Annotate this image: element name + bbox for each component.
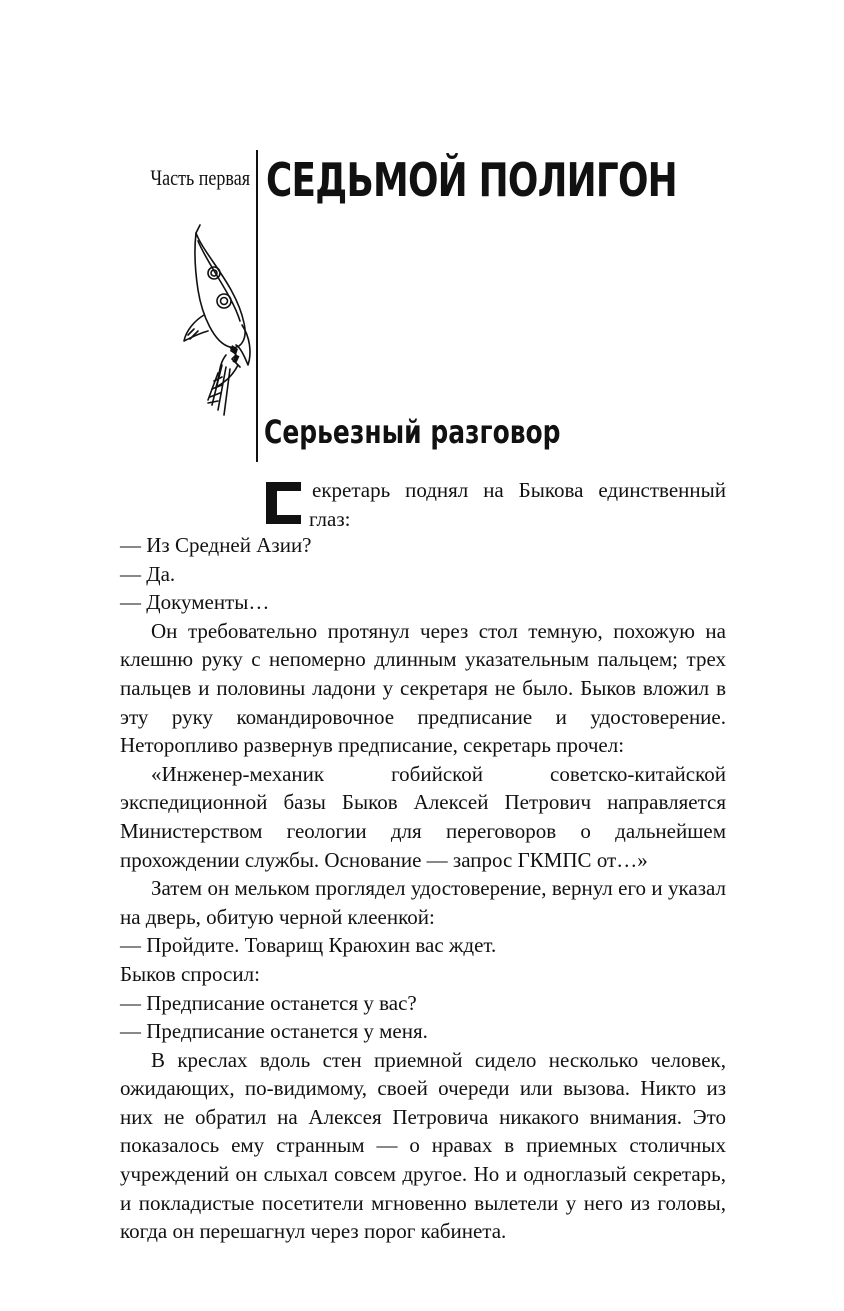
- dialogue-line: — Из Средней Азии?: [120, 533, 312, 557]
- chapter-title: Серьезный разговор: [264, 413, 561, 451]
- first-line: екретарь поднял на Быкова единственный: [312, 478, 726, 502]
- paragraph: Затем он мельком проглядел удостоверение, вернул его и указал на дверь, обитую черной клеенкой:: [120, 876, 726, 929]
- dialogue-line: — Документы…: [120, 590, 270, 615]
- part-label: Часть первая: [150, 165, 250, 190]
- part-title: СЕДЬМОЙ ПОЛИГОН: [266, 153, 677, 207]
- drop-cap: [266, 482, 301, 524]
- paragraph: В креслах вдоль стен приемной сидело несколько человек, ожидающих, по-видимому, своей очереди или вызова. Никто из них не обратил на Алексея Петровича никакого внимания. Это показалось ему странным — о нравах в приемных столичных учреждений он слыхал совсем другое. Но и одноглазый секретарь, и покладистые посетители мгновенно вылетели у него из головы, когда он перешагнул через порог кабинета.: [120, 1047, 726, 1244]
- body-text: [120, 531, 726, 1246]
- quote-paragraph: «Инженер-механик гобийской советско-китайской экспедиционной базы Быков Алексей Петрович направляется Министерством геологии для переговоров о дальнейшем прохождении службы. Основание — запрос ГКМПС от…»: [120, 761, 726, 872]
- rocket-illustration: [178, 205, 262, 420]
- dialogue-line: — Да.: [120, 561, 176, 586]
- paragraph: Быков спросил:: [120, 961, 260, 986]
- dialogue-line: — Пройдите. Товарищ Краюхин вас ждет.: [120, 933, 497, 958]
- dialogue-line: — Предписание останется у вас?: [120, 990, 417, 1015]
- first-line-continued: глаз:: [309, 506, 351, 531]
- paragraph: Он требовательно протянул через стол темную, похожую на клешню руку с непомерно длинным указательным пальцем; трех пальцев и половины ладони у секретаря не было. Быков вложил в эту руку командировочное предписание и удостоверение. Неторопливо развернув предписание, секретарь прочел:: [120, 618, 726, 758]
- first-paragraph: [309, 476, 726, 533]
- dialogue-line: — Предписание останется у меня.: [120, 1019, 428, 1044]
